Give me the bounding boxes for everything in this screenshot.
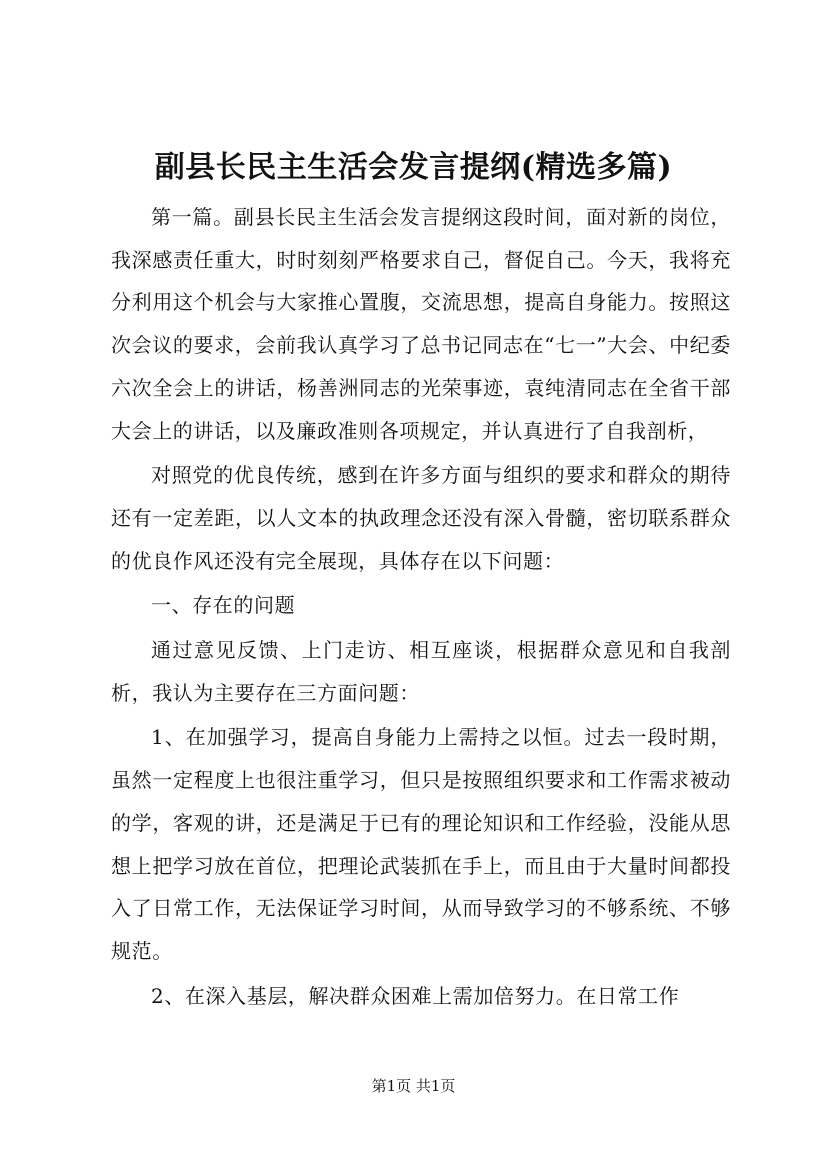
paragraph-problem-2: 2、在深入基层，解决群众困难上需加倍努力。在日常工作 bbox=[151, 983, 680, 1008]
document-body bbox=[111, 196, 731, 1017]
paragraph-comparison: 对照党的优良传统，感到在许多方面与组织的要求和群众的期待还有一定差距，以人文本的执政理念还没有深入骨髓，密切联系群众的优良作风还没有完全展现，具体存在以下问题： bbox=[111, 463, 731, 573]
paragraph-problem-summary: 通过意见反馈、上门走访、相互座谈，根据群众意见和自我剖析，我认为主要存在三方面问题： bbox=[111, 638, 731, 705]
section-heading-problems: 一、存在的问题 bbox=[151, 593, 296, 618]
page-number-footer: 第1页 共1页 bbox=[371, 1077, 456, 1095]
document-title: 副县长民主生活会发言提纲(精选多篇) bbox=[154, 150, 673, 185]
paragraph-intro: 第一篇。副县长民主生活会发言提纲这段时间，面对新的岗位，我深感责任重大，时时刻刻严格要求自己，督促自己。今天，我将充分利用这个机会与大家推心置腹，交流思想，提高自身能力。按照这次会议的要求，会前我认真学习了总书记同志在“七一”大会、中纪委六次全会上的讲话，杨善洲同志的光荣事迹，袁纯清同志在全省干部大会上的讲话，以及廉政准则各项规定，并认真进行了自我剖析， bbox=[111, 205, 731, 443]
paragraph-problem-1: 1、在加强学习，提高自身能力上需持之以恒。过去一段时期，虽然一定程度上也很注重学习，但只是按照组织要求和工作需求被动的学，客观的讲，还是满足于已有的理论知识和工作经验，没能从思想上把学习放在首位，把理论武装抓在手上，而且由于大量时间都投入了日常工作，无法保证学习时间，从而导致学习的不够系统、不够规范。 bbox=[111, 725, 731, 963]
